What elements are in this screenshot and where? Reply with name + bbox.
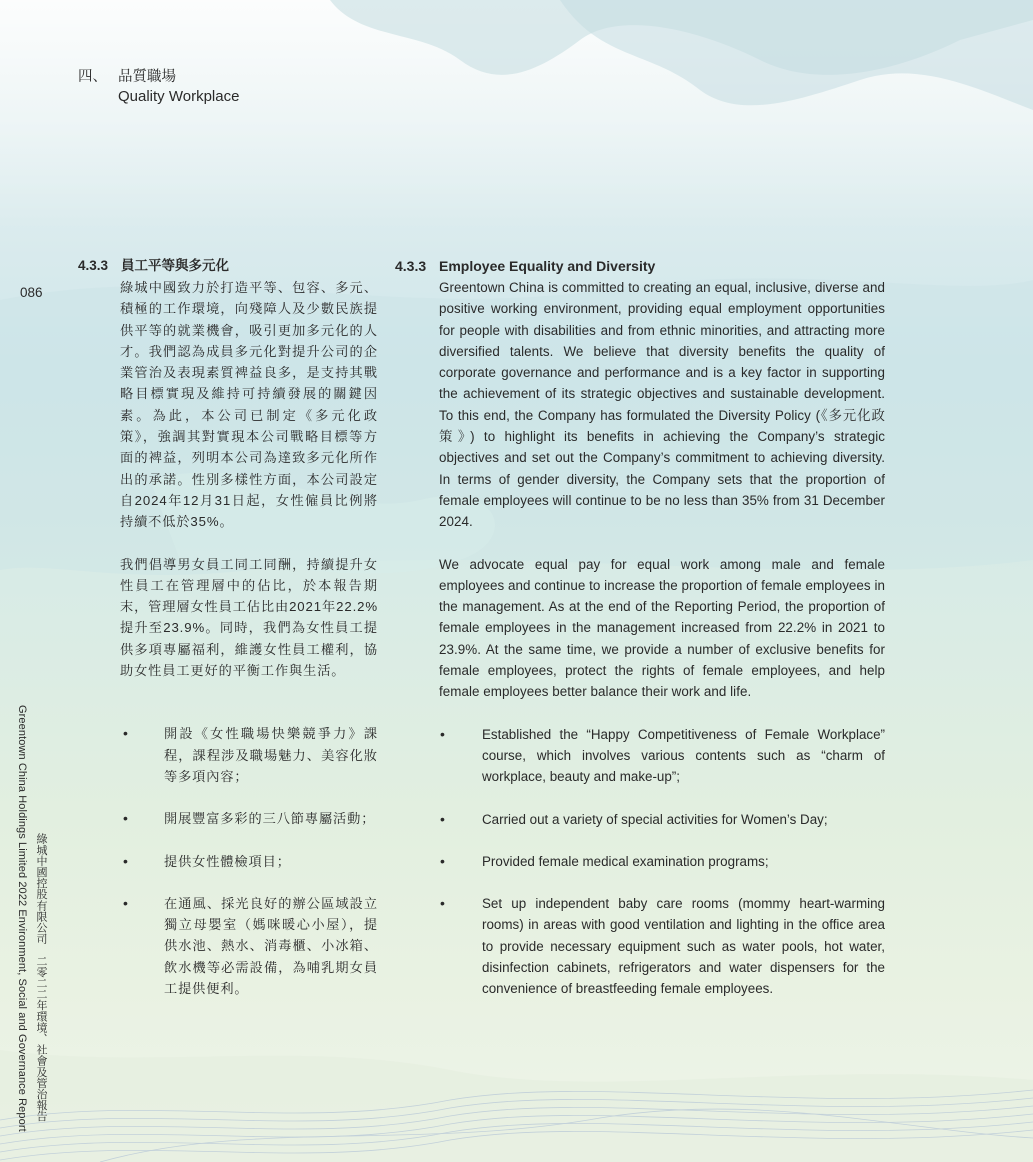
- zh-heading-title: 員工平等與多元化: [121, 258, 229, 273]
- list-item: [395, 851, 885, 872]
- section-header: [78, 67, 239, 107]
- bullet-icon: •: [123, 894, 128, 911]
- list-item: [78, 808, 378, 829]
- list-item: [78, 893, 378, 999]
- list-item: [395, 893, 885, 999]
- english-column: [395, 257, 885, 1021]
- chinese-column: [78, 257, 378, 1020]
- zh-bullet-text: 開設《女性職場快樂競爭力》課程，課程涉及職場魅力、美容化妝等多項內容；: [164, 726, 378, 784]
- en-bullet-text: Set up independent baby care rooms (mommy heart-warming rooms) in areas with good ventilation and lighting in the office area to provide necessary equipment such as water pools, hot water, disinfection cabinets, refrigerators and water dispensers for the convenience of breastfeeding female employees.: [482, 896, 885, 997]
- en-bullet-text: Provided female medical examination programs;: [482, 853, 769, 869]
- zh-paragraph-2: 我們倡導男女員工同工同酬，持續提升女性員工在管理層中的佔比，於本報告期末，管理層女性員工佔比由2021年22.2%提升至23.9%。同時，我們為女性員工提供多項專屬福利，維護女性員工權利，協助女性員工更好的平衡工作與生活。: [120, 556, 378, 679]
- section-title-zh: 品質職場: [118, 69, 176, 85]
- side-caption-en: Greentown China Holdings Limited 2022 Environment, Social and Governance Report: [16, 705, 28, 1132]
- bullet-icon: •: [440, 725, 445, 742]
- bullet-icon: •: [440, 852, 445, 869]
- bullet-icon: •: [123, 725, 128, 742]
- section-number: 四、: [78, 69, 107, 85]
- en-subsection-heading: [395, 257, 885, 275]
- list-item: [78, 723, 378, 787]
- page-number: 086: [20, 285, 43, 300]
- list-item: [395, 809, 885, 830]
- bullet-icon: •: [123, 852, 128, 869]
- en-paragraph-2: We advocate equal pay for equal work among male and female employees and continue to increase the proportion of female employees in the management. As at the end of the Reporting Period, the proportion of female employees in the management increased from 22.2% in 2021 to 23.9%. At the same time, we provide a number of exclusive benefits for female employees, protect the rights of female employees, and help female employees better balance their work and life.: [439, 556, 885, 700]
- bullet-icon: •: [440, 810, 445, 827]
- section-title-en: Quality Workplace: [118, 88, 240, 105]
- zh-heading-number: 4.3.3: [78, 258, 109, 273]
- bullet-icon: •: [440, 895, 445, 912]
- zh-subsection-heading: [78, 257, 378, 275]
- zh-bullet-text: 在通風、採光良好的辦公區域設立獨立母嬰室（媽咪暖心小屋），提供水池、熱水、消毒櫃、小冰箱、飲水機等必需設備，為哺乳期女員工提供便利。: [164, 895, 378, 997]
- en-bullet-text: Established the “Happy Competitiveness of Female Workplace” course, which involves various contents such as “charm of workplace, beauty and make-up”;: [482, 726, 885, 785]
- list-item: [78, 851, 378, 872]
- en-paragraph-1: Greentown China is committed to creating an equal, inclusive, diverse and positive working environment, providing equal employment opportunities for people with disabilities and from ethnic minorities, and attracting more diversified talents. We believe that diversity benefits the quality of corporate governance and performance and is a key factor in supporting the achievement of its strategic objectives and sustainable development. To this end, the Company has formulated the Diversity Policy (《多元化政策》) to highlight its benefits in achieving the Company’s strategic objectives and set out the Company’s commitment to achieving diversity. In terms of gender diversity, the Company sets that the proportion of female employees will continue to be no less than 35% from 31 December 2024.: [439, 280, 885, 530]
- zh-paragraph-1: 綠城中國致力於打造平等、包容、多元、積極的工作環境，向殘障人及少數民族提供平等的就業機會，吸引更加多元化的人才。我們認為成員多元化對提升公司的企業管治及表現素質裨益良多，是支持其戰略目標實現及維持可持續發展的關鍵因素。為此，本公司已制定《多元化政策》，強調其對實現本公司戰略目標等方面的裨益，列明本公司為達致多元化所作出的承諾。性別多樣性方面，本公司設定自2024年12月31日起，女性僱員比例將持續不低於35%。: [120, 280, 378, 530]
- list-item: [395, 724, 885, 788]
- en-bullet-list: [395, 724, 885, 1000]
- en-heading-title: Employee Equality and Diversity: [439, 258, 656, 274]
- side-caption-zh: 綠城中國控股有限公司 二零二二年環境、社會及管治報告: [35, 833, 47, 1122]
- zh-bullet-text: 提供女性體檢項目；: [164, 853, 291, 869]
- en-heading-number: 4.3.3: [395, 258, 427, 274]
- en-bullet-text: Carried out a variety of special activities for Women’s Day;: [482, 811, 828, 827]
- zh-bullet-text: 開展豐富多彩的三八節專屬活動；: [164, 811, 376, 827]
- bullet-icon: •: [123, 810, 128, 827]
- zh-bullet-list: [78, 723, 378, 999]
